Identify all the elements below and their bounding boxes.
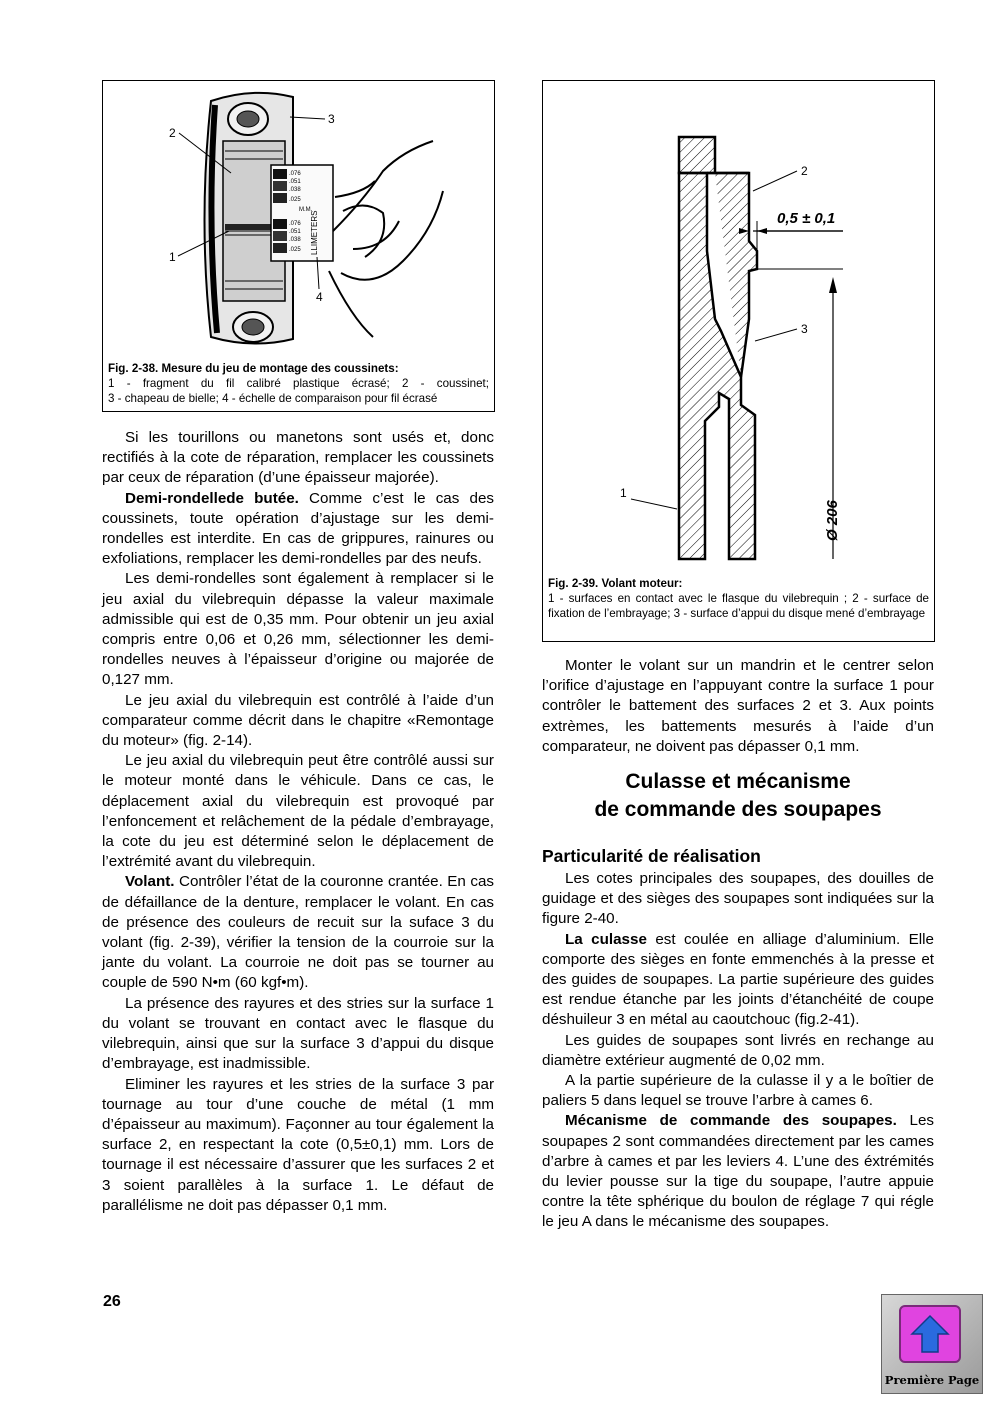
scale-label: .051 <box>289 179 301 185</box>
scale-label: .038 <box>289 237 301 243</box>
up-arrow-icon <box>908 1312 952 1356</box>
figure-caption-line: 1 - fragment du fil calibré plastique écrasé; 2 - coussinet; <box>108 377 489 390</box>
left-column-text <box>102 428 494 1216</box>
callout-2: 2 <box>801 164 808 178</box>
scale-label: .038 <box>289 187 301 193</box>
figure-caption-text: 1 - surfaces en contact avec le flasque du vilebrequin ; 2 - surface de fixation de l’embrayage; 3 - surface d’appui du disque mené d’embrayage <box>548 592 929 620</box>
scale-label: .076 <box>289 221 301 227</box>
callout-4: 4 <box>316 290 323 304</box>
bearing-measurement-illustration <box>103 81 494 366</box>
flywheel-section-drawing <box>543 81 934 571</box>
tolerance-dimension: 0,5 ± 0,1 <box>777 210 836 227</box>
figure-2-38 <box>102 80 495 412</box>
diameter-dimension: Ø 206 <box>824 500 841 541</box>
run-in-heading: Mécanisme de commande des soupapes. <box>565 1112 897 1130</box>
callout-1: 1 <box>169 250 176 264</box>
right-column-text <box>542 869 934 1233</box>
first-page-button[interactable] <box>881 1294 983 1394</box>
section-title-line: Culasse et mécanisme <box>625 770 851 793</box>
right-column-intro <box>542 656 934 757</box>
paragraph: Demi-rondellede butée. Comme c’est le cas des coussinets, toute opération d’ajustage sur les demi-rondelles est interdite. En cas de grippures, rainures ou exfoliations, remplacer les demi-rondelles par des neufs. <box>102 489 494 568</box>
paragraph: Volant. Contrôler l’état de la couronne crantée. En cas de défaillance de la denture, remplacer le volant. En cas de présence des couleurs de recuit sur la suface 3 du volant (fig. 2-39), vérifier la tension de la courroie sur la jante du volant. La courroie ne doit pas se tourner au couple de 590 N•m (60 kgf•m). <box>102 873 494 992</box>
callout-1: 1 <box>620 486 627 500</box>
paragraph: Le jeu axial du vilebrequin peut être contrôlé aussi sur le moteur monté dans le véhicule. Dans ce cas, le déplacement axial du vilebrequin est provoqué par l’enfoncement et relâchement de la pédale d’embrayage, la cote du jeu est déterminé selon le déplacement de l’extrémité avant du vilebrequin. <box>102 752 494 871</box>
first-page-button-face[interactable] <box>899 1305 961 1363</box>
section-title-line: de commande des soupapes <box>594 798 882 821</box>
figure-2-39-caption <box>548 576 929 621</box>
paragraph: Monter le volant sur un mandrin et le centrer selon l’orifice d’ajustage en l’appuyant contre la surface 1 pour contrôler le battement des surfaces 2 et 3. Aux points extrèmes, les battements mesurés à l’aide d’un comparateur, ne doivent pas dépasser 0,1 mm. <box>542 657 934 755</box>
run-in-heading: Demi-rondellede butée. <box>125 489 299 507</box>
figure-2-39 <box>542 80 935 642</box>
callout-3: 3 <box>801 322 808 336</box>
scale-label: .076 <box>289 171 301 177</box>
scale-brand: LLIMETERS <box>310 210 319 255</box>
paragraph: Eliminer les rayures et les stries de la surface 3 par tournage au tour d’une couche de métal (1 mm d’épaisseur au maximum). Façonner au tour également la surface 2, en respectant la cote (0,5±0,1) mm. Lors de tournage il est nécessaire d’assurer que les surfaces 2 et 3 soient parallèles à la surface 1. Le défaut de parallélisme ne doit pas dépasser 0,1 mm. <box>102 1075 494 1214</box>
paragraph: A la partie supérieure de la culasse il y a le boîtier de paliers 5 dans lequel se trouve l’arbre à cames 6. <box>542 1072 934 1110</box>
scale-label: M.M. <box>299 207 313 213</box>
paragraph: Les guides de soupapes sont livrés en rechange au diamètre extérieur augmenté de 0,02 mm. <box>542 1031 934 1069</box>
paragraph: Les cotes principales des soupapes, des douilles de guidage et des sièges des soupapes sont indiquées sur la figure 2-40. <box>542 870 934 928</box>
paragraph: Les demi-rondelles sont également à remplacer si le jeu axial du vilebrequin dépasse la valeur maximale admissible qui est de 0,35 mm. Pour obtenir un jeu axial compris entre 0,06 et 0,26 mm, sélectionner les demi-rondelles neuves à l’épaisseur d’origine ou majorée de 0,127 mm. <box>102 570 494 689</box>
figure-caption-title: Fig. 2-38. Mesure du jeu de montage des coussinets: <box>108 362 399 375</box>
callout-2: 2 <box>169 126 176 140</box>
run-in-heading: La culasse <box>565 930 647 948</box>
figure-caption-title: Fig. 2-39. Volant moteur: <box>548 577 683 590</box>
paragraph: La présence des rayures et des stries sur la surface 1 du volant se trouvant en contact avec le flasque du vilebrequin, ainsi que sur la surface 3 d’appui du disque d’embrayage, est inadmissible. <box>102 994 494 1073</box>
paragraph: La culasse est coulée en alliage d’aluminium. Elle comporte des sièges en fonte emmenchés à la presse et des guides de soupapes. La partie supérieure des guides est rendue étanche par les joints d’étanchéité de coupe déshuileur 3 en métal au caoutchouc (fig.2-41). <box>542 930 934 1029</box>
scale-label: .051 <box>289 229 301 235</box>
first-page-label: Première Page <box>884 1373 980 1387</box>
paragraph: Le jeu axial du vilebrequin est contrôlé à l’aide d’un comparateur comme décrit dans le chapitre «Remontage du moteur» (fig. 2-14). <box>102 691 494 750</box>
callout-3: 3 <box>328 112 335 126</box>
figure-2-38-caption <box>108 361 489 406</box>
subheading: Particularité de réalisation <box>542 846 761 866</box>
scale-label: .025 <box>289 197 301 203</box>
page-number: 26 <box>103 1293 121 1310</box>
scale-label: .025 <box>289 247 301 253</box>
figure-caption-line: 3 - chapeau de bielle; 4 - échelle de comparaison pour fil écrasé <box>108 392 438 405</box>
run-in-heading: Volant. <box>125 873 175 891</box>
section-title <box>540 768 936 824</box>
paragraph: Mécanisme de commande des soupapes. Les soupapes 2 sont commandées directement par les cames d’arbre à cames et par les leviers 4. L’une des éxtrémités du levier pousse sur la tige du soupape, l’autre appuie contre la tête sphérique du boulon de réglage 7 qui régle le jeu A dans le mécanisme des soupapes. <box>542 1112 935 1231</box>
paragraph: Si les tourillons ou manetons sont usés et, donc rectifiés à la cote de réparation, remplacer les coussinets par ceux de réparation (d’une épaisseur majorée). <box>102 429 494 487</box>
